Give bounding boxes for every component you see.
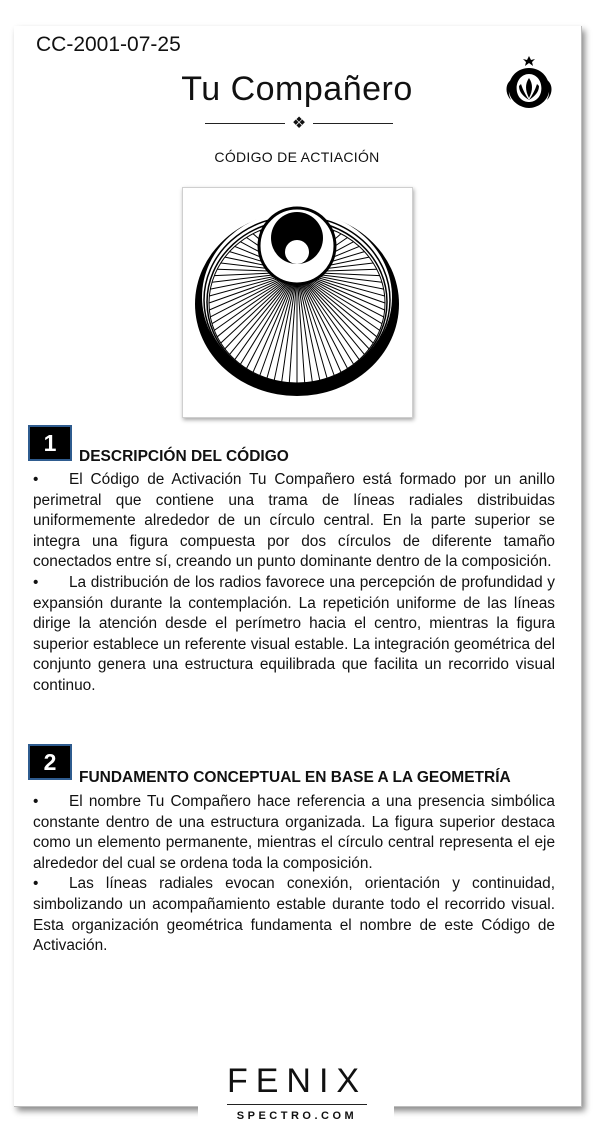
title-ornament	[205, 113, 393, 133]
section-1-heading: DESCRIPCIÓN DEL CÓDIGO	[79, 448, 289, 465]
section-1-paragraph: • La distribución de los radios favorece una percepción de profundidad y expansión durante la contemplación. La repetición uniforme de las líneas dirige la atención desde el perímetro hacia el centro, mientras la figura superior establece un referente visual estable. La integración geométrica del conjunto genera una estructura equilibrada que facilita un recorrido visual continuo.	[33, 573, 555, 694]
section-2-paragraph: • Las líneas radiales evocan conexión, orientación y continuidad, simbolizando un acompañamiento estable durante todo el recorrido visual. Esta organización geométrica fundamenta el nombre de este Código de Activación.	[33, 875, 555, 955]
phoenix-logo-icon	[497, 50, 561, 114]
page-title: Tu Compañero	[181, 70, 413, 108]
page-subtitle: CÓDIGO DE ACTIACIÓN	[214, 149, 380, 165]
section-2-number: 2	[28, 744, 72, 780]
bullet-icon: •	[33, 471, 39, 488]
document-code: CC-2001-07-25	[36, 33, 181, 56]
section-1-paragraph: • El Código de Activación Tu Compañero está formado por un anillo perimetral que contiene una trama de líneas radiales distribuidas uniformemente alrededor de un círculo central. En la parte superior se integra una figura compuesta por dos círculos de diferente tamaño conectados entre sí, creando un punto dominante dentro de la composición.	[33, 471, 555, 571]
bullet-icon: •	[33, 793, 39, 810]
section-2-heading: FUNDAMENTO CONCEPTUAL EN BASE A LA GEOMETRÍA	[79, 769, 511, 786]
bullet-icon: •	[33, 573, 39, 591]
footer-brand-divider	[227, 1104, 367, 1105]
section-2-paragraph: • El nombre Tu Compañero hace referencia a una presencia simbólica constante dentro de una estructura organizada. La figura superior destaca como un elemento permanente, mientras el círculo central representa el eje alrededor del cual se ordena toda la composición.	[33, 793, 555, 872]
ornament-diamond-icon: ❖	[291, 115, 307, 132]
section-1-number: 1	[28, 425, 72, 461]
bullet-icon: •	[33, 875, 39, 893]
section-2-body	[33, 792, 555, 957]
emblem-graphic	[183, 188, 412, 417]
ornament-line-right	[313, 123, 393, 124]
footer-brand-logo: FENIX	[226, 1062, 368, 1100]
footer-brand-subtitle: SPECTRO.COM	[236, 1110, 358, 1122]
activation-code-emblem	[182, 187, 413, 418]
section-1-body	[33, 470, 555, 697]
ornament-line-left	[205, 123, 285, 124]
